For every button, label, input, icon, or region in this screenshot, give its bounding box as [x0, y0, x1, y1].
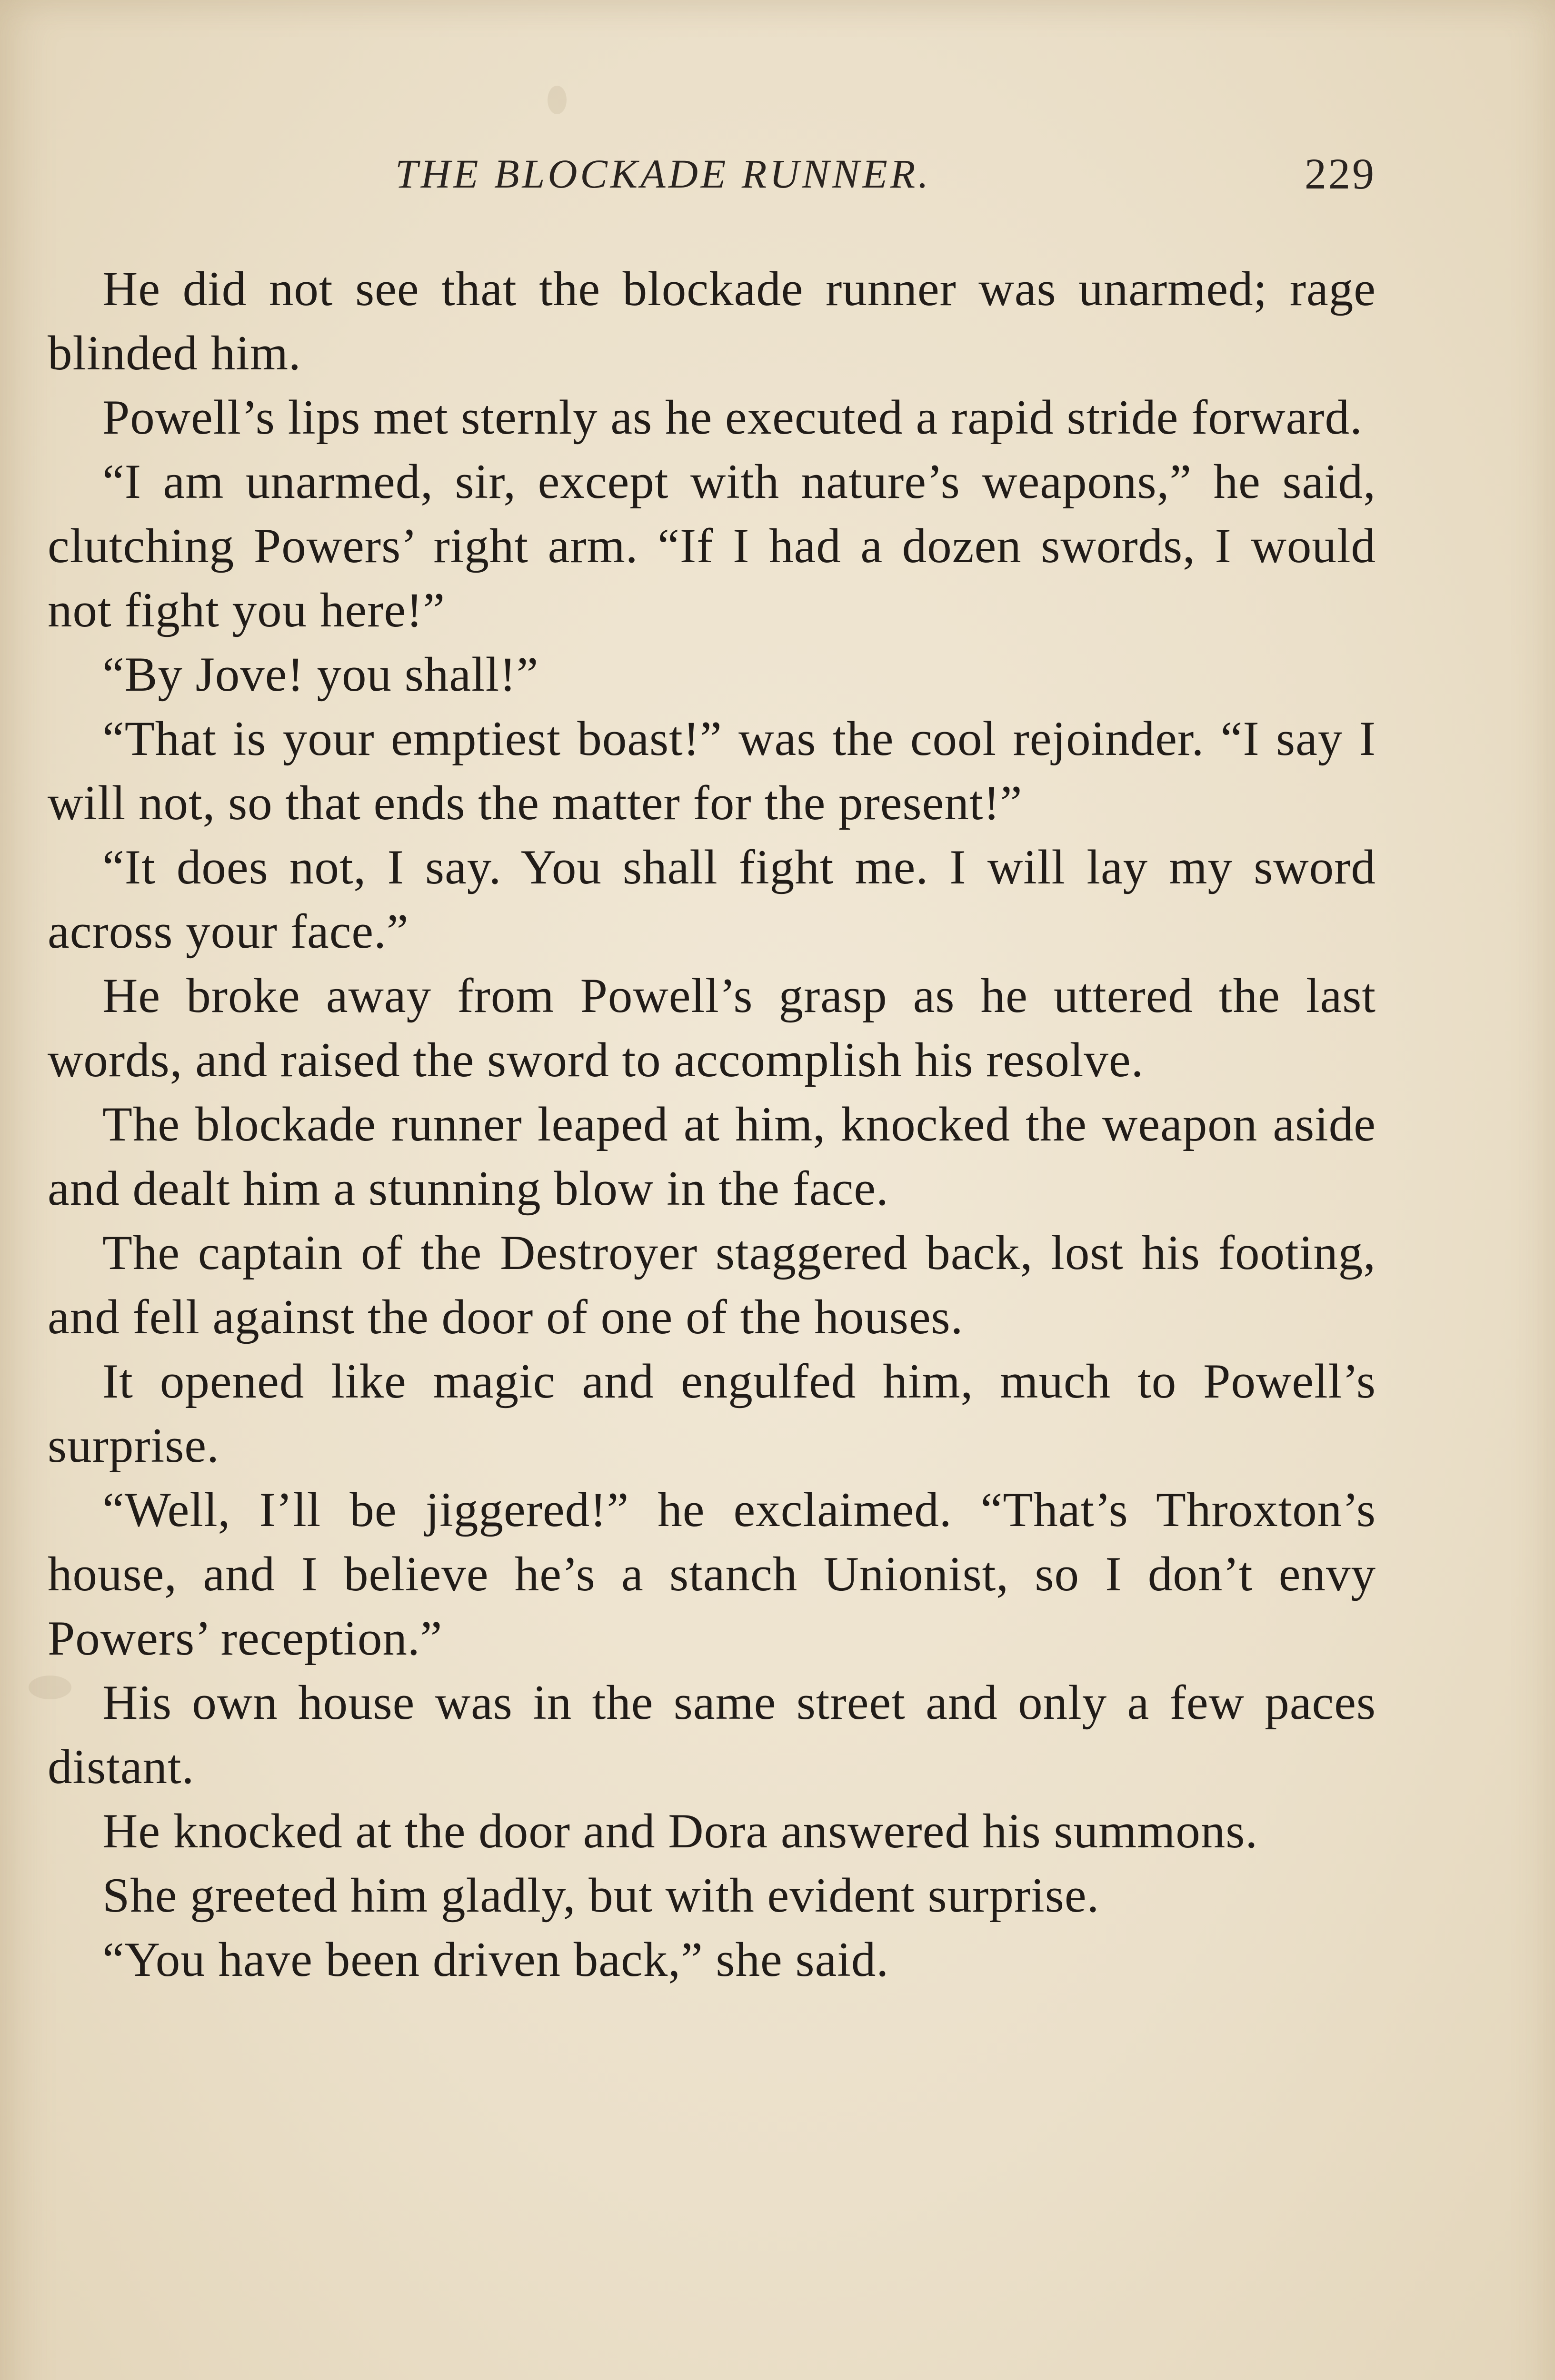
paragraph: “Well, I’ll be jiggered!” he exclaimed. “That’s Throxton’s house, and I believe he’s a stanch Unionist, so I don’t envy Powers’ reception.” [48, 1483, 1376, 1666]
paragraph: “I am unarmed, sir, except with nature’s weapons,” he said, clutching Powers’ right arm. “If I had a dozen swords, I would not fight you here!” [48, 455, 1376, 637]
page-header [48, 145, 1376, 202]
paragraph: She greeted him gladly, but with evident surprise. [102, 1868, 1100, 1923]
paragraph: It opened like magic and engulfed him, much to Powell’s surprise. [48, 1354, 1376, 1473]
paragraph: His own house was in the same street and only a few paces distant. [48, 1676, 1376, 1794]
paper-stain [548, 86, 567, 114]
paragraph: “By Jove! you shall!” [102, 647, 539, 702]
paragraph: He broke away from Powell’s grasp as he uttered the last words, and raised the sword to accomplish his resolve. [48, 969, 1376, 1087]
paragraph: He knocked at the door and Dora answered his summons. [102, 1804, 1258, 1858]
body-text [48, 257, 1376, 1992]
page-number: 229 [1305, 149, 1376, 198]
paragraph: “You have been driven back,” she said. [102, 1933, 889, 1987]
paragraph: The captain of the Destroyer staggered back, lost his footing, and fell against the door of one of the houses. [48, 1226, 1376, 1344]
paragraph: The blockade runner leaped at him, knocked the weapon aside and dealt him a stunning blow in the face. [48, 1097, 1376, 1216]
paragraph: He did not see that the blockade runner was unarmed; rage blinded him. [48, 262, 1376, 380]
paragraph: “That is your emptiest boast!” was the cool rejoinder. “I say I will not, so that ends the matter for the present!” [48, 712, 1376, 830]
paragraph: Powell’s lips met sternly as he executed a rapid stride forward. [102, 390, 1363, 445]
paragraph: “It does not, I say. You shall fight me. I will lay my sword across your face.” [48, 840, 1376, 959]
running-title: THE BLOCKADE RUNNER. [395, 151, 931, 197]
